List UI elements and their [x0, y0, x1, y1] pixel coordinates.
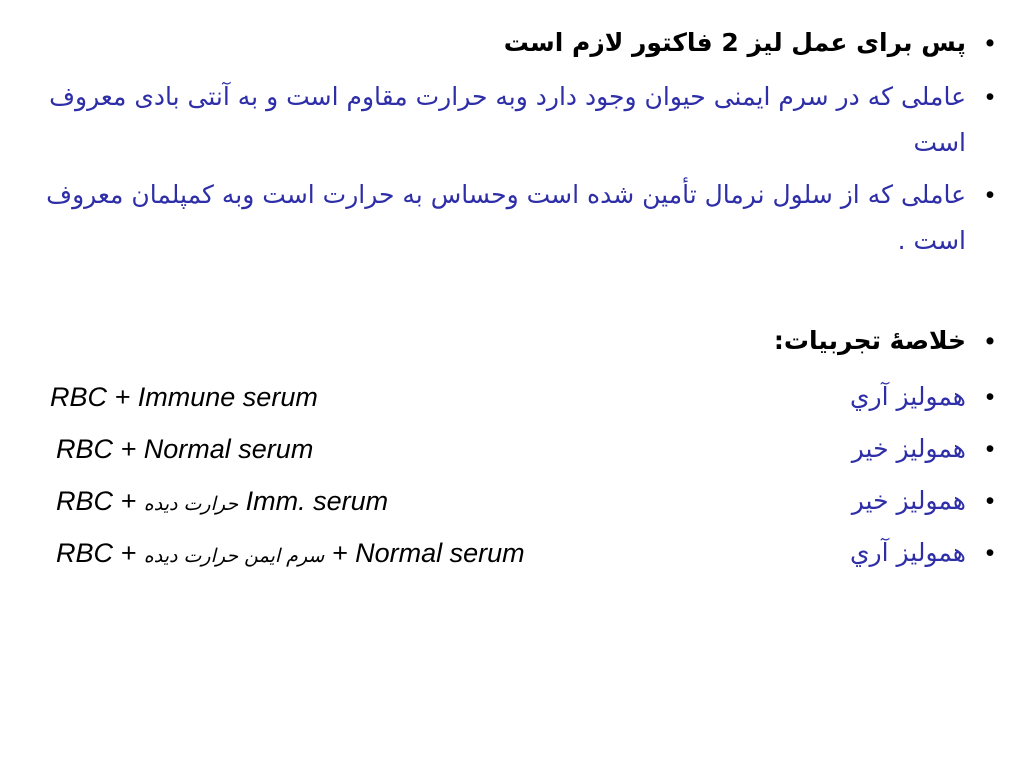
- bullet-marker: •: [985, 539, 995, 567]
- summary-title: خلاصۀ تجربیات:: [773, 326, 966, 355]
- bullet-text: عاملی که در سرم ایمنی حیوان وجود دارد وبه حرارت مقاوم است و به آنتی بادی معروف است: [49, 82, 966, 157]
- bullet-marker: •: [985, 29, 995, 57]
- bullet-item-2: [44, 74, 995, 166]
- formula-prefix: RBC +: [56, 538, 137, 568]
- bullet-marker: •: [985, 327, 995, 355]
- formula-persian: سرم ایمن حرارت دیده: [143, 545, 325, 567]
- bullet-marker: •: [985, 83, 995, 111]
- result-row-1-formula: [50, 374, 318, 420]
- formula-prefix: RBC + Normal serum: [56, 434, 314, 464]
- result-label: همولیز آري: [849, 382, 966, 411]
- result-label: همولیز خیر: [851, 486, 966, 515]
- formula-suffix: Imm. serum: [245, 486, 389, 516]
- result-row-3-formula: [56, 478, 388, 527]
- bullet-text: پس برای عمل لیز 2 فاکتور لازم است: [503, 28, 966, 57]
- result-row-2-formula: [56, 426, 313, 472]
- result-row-4-formula: [56, 530, 525, 579]
- result-label: همولیز خیر: [851, 434, 966, 463]
- formula-persian: حرارت دیده: [143, 493, 239, 515]
- bullet-item-summary: [44, 318, 995, 364]
- bullet-marker: •: [985, 181, 995, 209]
- formula-prefix: RBC +: [56, 486, 137, 516]
- bullet-item-3: [44, 172, 995, 264]
- bullet-item-1: [44, 20, 995, 66]
- bullet-marker: •: [985, 487, 995, 515]
- bullet-text: عاملی که از سلول نرمال تأمین شده است وحساس به حرارت است وبه کمپلمان معروف است .: [46, 180, 966, 255]
- result-label: همولیز آري: [849, 538, 966, 567]
- formula-suffix: + Normal serum: [331, 538, 525, 568]
- bullet-marker: •: [985, 383, 995, 411]
- formula-prefix: RBC + Immune serum: [50, 382, 318, 412]
- bullet-marker: •: [985, 435, 995, 463]
